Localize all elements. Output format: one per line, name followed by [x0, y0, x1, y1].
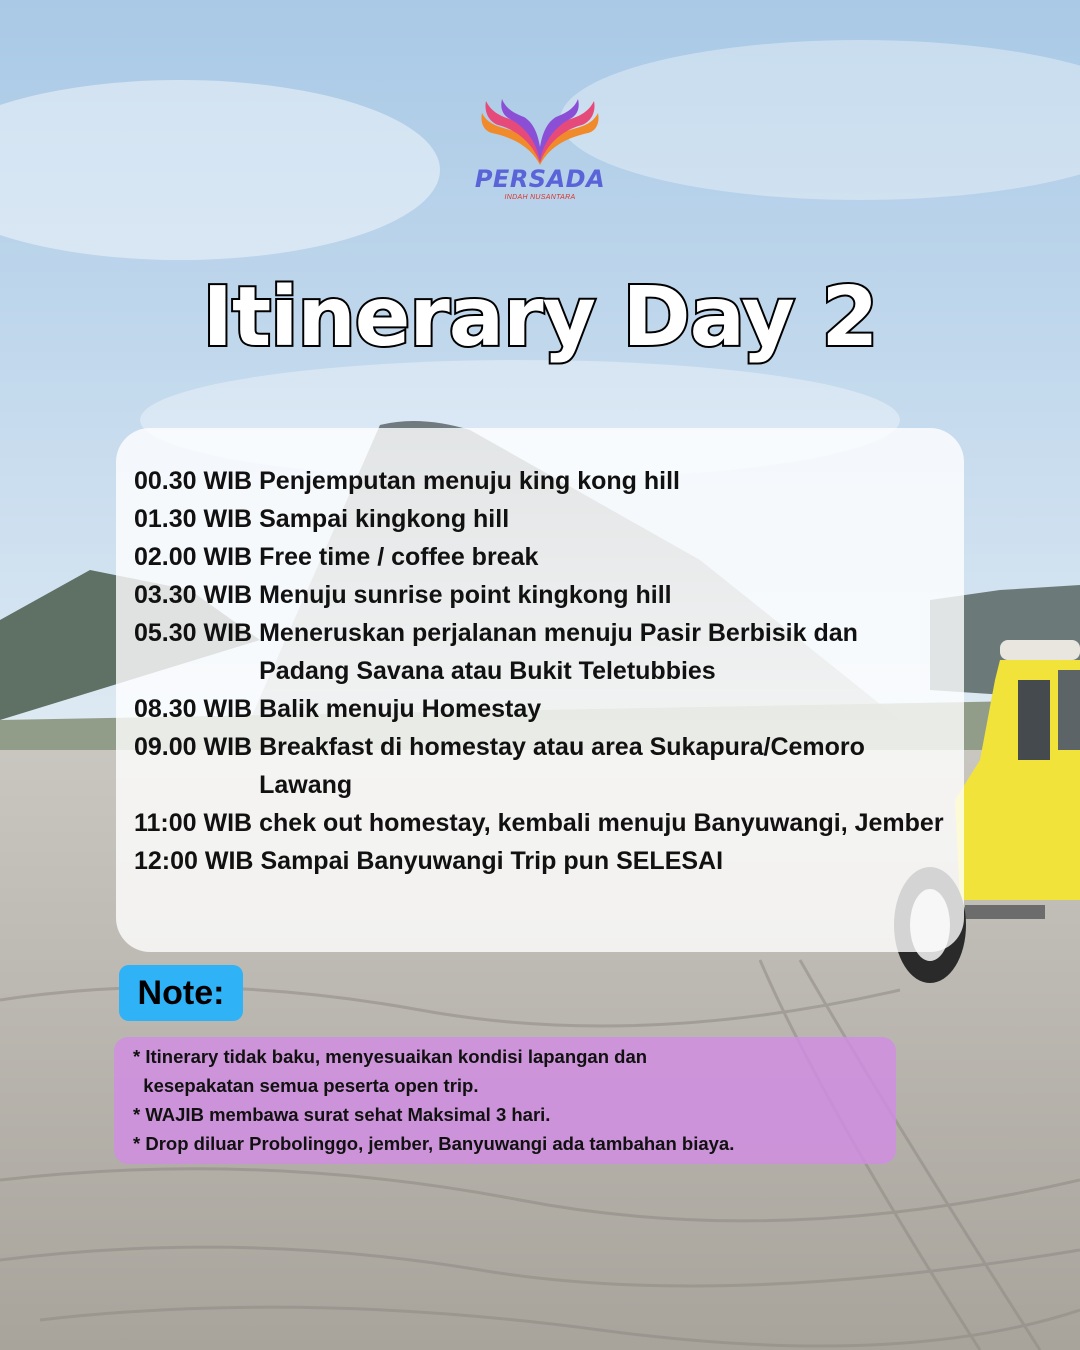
- itinerary-list: [134, 462, 964, 880]
- itinerary-time: 03.30 WIB: [134, 581, 253, 609]
- page-title: Itinerary Day 2: [202, 270, 878, 365]
- itinerary-item: [134, 462, 964, 500]
- itinerary-time: 01.30 WIB: [134, 505, 253, 533]
- itinerary-item: [134, 804, 964, 842]
- note-line: kesepakatan semua peserta open trip.: [133, 1075, 479, 1096]
- brand-tagline: INDAH NUSANTARA: [504, 194, 576, 201]
- itinerary-activity: Menuju sunrise point kingkong hill: [259, 581, 672, 609]
- itinerary-item: [134, 614, 964, 690]
- itinerary-activity: Meneruskan perjalanan menuju Pasir Berbisik dan Padang Savana atau Bukit Teletubbies: [259, 619, 858, 685]
- note-label: Note:: [119, 965, 243, 1021]
- note-line: * WAJIB membawa surat sehat Maksimal 3 hari.: [133, 1104, 551, 1125]
- itinerary-item: [134, 690, 964, 728]
- itinerary-time: 09.00 WIB: [134, 733, 253, 761]
- itinerary-item: [134, 500, 964, 538]
- itinerary-activity: Free time / coffee break: [259, 543, 539, 571]
- itinerary-item: [134, 538, 964, 576]
- itinerary-time: 02.00 WIB: [134, 543, 253, 571]
- wings-hands-emblem-icon: [470, 95, 610, 167]
- note-line: * Drop diluar Probolinggo, jember, Banyuwangi ada tambahan biaya.: [133, 1133, 735, 1154]
- itinerary-item: [134, 842, 964, 880]
- itinerary-time: 05.30 WIB: [134, 619, 253, 647]
- note-line: * Itinerary tidak baku, menyesuaikan kondisi lapangan dan: [133, 1046, 648, 1067]
- itinerary-time: 00.30 WIB: [134, 467, 253, 495]
- itinerary-activity: Breakfast di homestay atau area Sukapura/Cemoro Lawang: [259, 733, 865, 799]
- note-list: [133, 1042, 873, 1158]
- brand-logo: [470, 95, 610, 215]
- itinerary-time: 12:00 WIB: [134, 847, 254, 875]
- itinerary-item: [134, 728, 964, 804]
- itinerary-time: 08.30 WIB: [134, 695, 253, 723]
- itinerary-activity: Balik menuju Homestay: [259, 695, 542, 723]
- itinerary-item: [134, 576, 964, 614]
- itinerary-activity: Sampai Banyuwangi Trip pun SELESAI: [260, 847, 724, 875]
- itinerary-activity: chek out homestay, kembali menuju Banyuwangi, Jember: [259, 809, 944, 837]
- brand-name: PERSADA: [474, 165, 606, 193]
- itinerary-activity: Penjemputan menuju king kong hill: [259, 467, 680, 495]
- itinerary-activity: Sampai kingkong hill: [259, 505, 510, 533]
- itinerary-time: 11:00 WIB: [134, 809, 253, 837]
